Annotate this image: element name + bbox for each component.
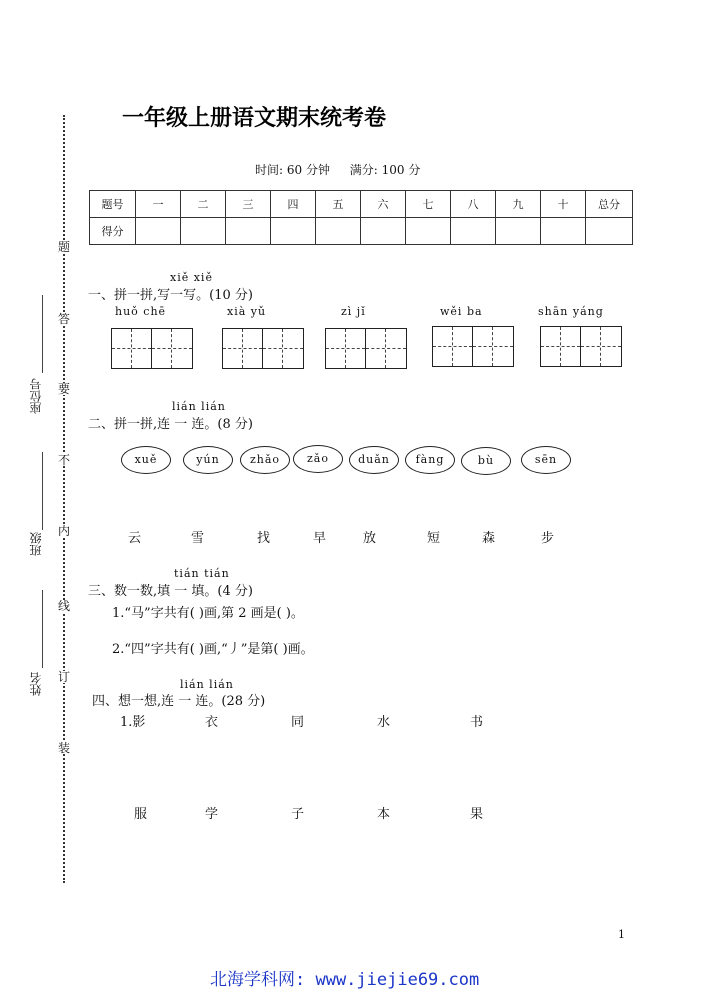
margin-char: 装 [57,741,70,755]
section1-pinyin: wěi ba [440,305,483,318]
header-cell: 二 [181,191,226,218]
match-top-item[interactable]: 同 [291,715,305,730]
pinyin-oval[interactable]: bù [461,447,511,475]
score-table-header-row [90,191,633,218]
footer-website[interactable]: 北海学科网: www.jiejie69.com [210,970,480,990]
score-cell[interactable] [361,218,406,245]
header-cell: 五 [316,191,361,218]
section3-heading-ruby: 填 一 填 [157,584,205,599]
score-cell[interactable] [451,218,496,245]
section3-heading-pre: 三、数一数, [88,584,158,599]
section1-heading-ruby: 写一写 [157,288,197,303]
header-cell: 总分 [586,191,633,218]
header-cell: 四 [271,191,316,218]
name-line[interactable] [42,590,43,668]
match-top-item[interactable]: 书 [470,715,484,730]
question-3-2: 2.“四”字共有( )画,“丿”是第( )画。 [112,642,314,657]
score-cell[interactable] [136,218,181,245]
hanzi-option[interactable]: 放 [363,531,377,546]
pinyin-oval[interactable]: zhǎo [240,446,290,474]
hanzi-option[interactable]: 早 [313,531,327,546]
score-cell[interactable] [316,218,361,245]
section2-heading-post: 。(8 分) [204,417,253,432]
section4-heading-post: 。(28 分) [208,694,266,709]
section1-pinyin: shān yáng [538,305,604,318]
section3-heading-pinyin: tián tián [174,567,230,580]
section1-pinyin: xià yǔ [227,305,267,318]
section2-heading [88,413,253,432]
page-number: 1 [618,928,625,941]
match-bottom-item[interactable]: 学 [205,807,219,822]
header-cell: 九 [496,191,541,218]
pinyin-oval[interactable]: xuě [121,446,171,474]
hanzi-option[interactable]: 找 [257,531,271,546]
section1-heading-post: 。(10 分) [196,288,253,303]
pinyin-oval[interactable]: zǎo [293,445,343,473]
section1-heading-pre: 一、拼一拼, [88,288,158,303]
seat-number-line[interactable] [42,295,43,373]
seat-number-label: 座位号 [29,378,43,414]
time-limit: 时间: 60 分钟 [255,163,330,177]
full-score: 满分: 100 分 [349,163,421,177]
section4-heading [92,690,265,709]
header-cell: 一 [136,191,181,218]
score-cell[interactable] [496,218,541,245]
section4-heading-pre: 四、想一想, [92,694,162,709]
section1-pinyin: zì jǐ [341,305,366,318]
writing-grid[interactable] [432,326,514,367]
header-cell: 题号 [90,191,136,218]
score-table [89,190,633,245]
score-cell[interactable] [181,218,226,245]
match-top-item[interactable]: 1.影 [120,715,146,730]
pinyin-oval[interactable]: sēn [521,446,571,474]
score-cell[interactable] [586,218,633,245]
writing-grid[interactable] [111,328,193,369]
header-cell: 十 [541,191,586,218]
section3-heading [88,580,253,599]
pinyin-oval[interactable]: yún [183,446,233,474]
hanzi-option[interactable]: 短 [427,531,441,546]
header-cell: 七 [406,191,451,218]
header-cell: 八 [451,191,496,218]
writing-grid[interactable] [540,326,622,367]
section1-heading [88,284,253,303]
margin-char: 订 [57,670,70,684]
header-cell: 三 [226,191,271,218]
writing-grid[interactable] [222,328,304,369]
hanzi-option[interactable]: 雪 [191,531,205,546]
section2-heading-pre: 二、拼一拼, [88,417,158,432]
section3-heading-post: 。(4 分) [204,584,253,599]
pinyin-oval[interactable]: fàng [405,446,455,474]
binding-dotted-line [63,115,65,883]
class-line[interactable] [42,452,43,530]
class-label: 班级 [29,532,43,556]
exam-meta [255,161,436,178]
score-cell[interactable] [406,218,451,245]
score-cell[interactable] [541,218,586,245]
hanzi-option[interactable]: 森 [482,531,496,546]
page-title: 一年级上册语文期末统考卷 [122,106,387,131]
match-top-item[interactable]: 水 [377,715,391,730]
section2-heading-pinyin: lián lián [172,400,226,413]
header-cell: 六 [361,191,406,218]
section1-pinyin: huǒ chē [115,305,167,318]
section2-heading-ruby: 连 一 连 [157,417,205,432]
margin-char: 不 [57,453,70,467]
section1-heading-pinyin: xiě xiě [170,271,213,284]
section4-heading-pinyin: lián lián [180,678,234,691]
score-table-score-row [90,218,633,245]
hanzi-option[interactable]: 云 [128,531,142,546]
match-bottom-item[interactable]: 本 [377,807,391,822]
margin-char: 要 [57,382,70,396]
hanzi-option[interactable]: 步 [541,531,555,546]
score-cell[interactable] [226,218,271,245]
margin-char: 线 [57,599,70,613]
margin-char: 答 [57,312,70,326]
match-top-item[interactable]: 衣 [205,715,219,730]
question-3-1: 1.“马”字共有( )画,第 2 画是( )。 [112,606,304,621]
writing-grid[interactable] [325,328,407,369]
pinyin-oval[interactable]: duǎn [349,446,399,474]
margin-char: 内 [57,524,70,538]
match-bottom-item[interactable]: 果 [470,807,484,822]
match-bottom-item[interactable]: 服 [134,807,148,822]
margin-char: 题 [57,240,70,254]
score-cell[interactable] [271,218,316,245]
score-row-label: 得分 [90,218,136,245]
match-bottom-item[interactable]: 子 [291,807,305,822]
section4-heading-ruby: 连 一 连 [161,694,209,709]
name-label: 姓名 [29,672,43,696]
